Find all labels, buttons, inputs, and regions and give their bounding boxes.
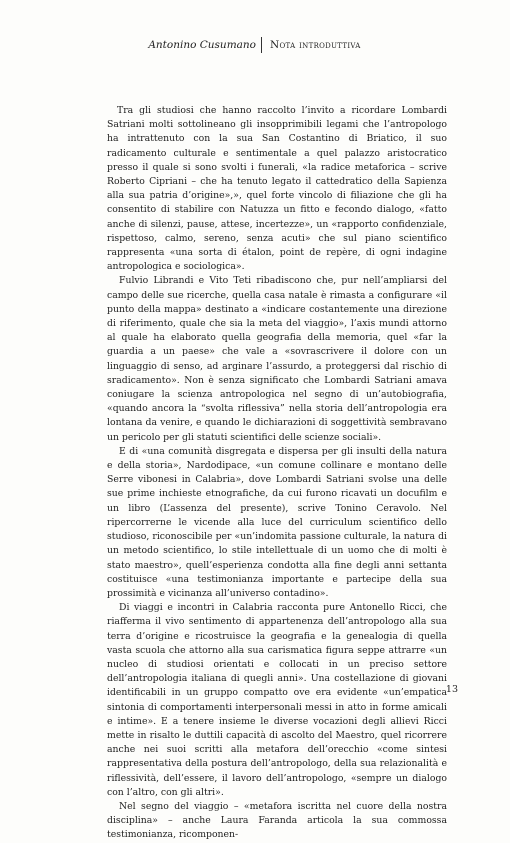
running-header <box>0 37 510 53</box>
body-text <box>107 104 447 843</box>
running-header-section: Nota introduttiva <box>270 39 361 51</box>
paragraph: E di «una comunità disgregata e dispersa per gli insulti della natura e della storia», Nardodipace, «un comune collinare e montano delle Serre vibonesi in Calabria», dove Lombardi Satriani svolse una delle sue prime inchieste etnografiche, da cui furono ricavati un docufilm e un libro (L’assenza del presente), scrive Tonino Ceravolo. Nel ripercorrerne le vicende alla luce del curriculum scientifico dello studioso, riconoscibile per «un’indomita passione culturale, la natura di un metodo scientifico, lo stile intellettuale di un uomo che di molti è stato maestro», quell’esperienza condotta alla fine degli anni settanta costituisce «una testimonianza importante e partecipe della sua prossimità e vicinanza all’universo contadino». <box>107 445 447 599</box>
paragraph: Nel segno del viaggio – «metafora iscritta nel cuore della nostra disciplina» – anche Laura Faranda articola la sua commossa testimonianza, ricomponen- <box>107 800 447 841</box>
paragraph: Fulvio Librandi e Vito Teti ribadiscono che, pur nell’ampliarsi del campo delle sue ricerche, quella casa natale è rimasta a configurare «il punto della mappa» destinato a «indicare costantemente una direzione di riferimento, quale che sia la meta del viaggio», l’axis mundi attorno al quale ha elaborato quella geografia della memoria, quel «far la guardia a un paese» che vale a «sovrascrivere il dolore con un linguaggio di senso, ad arginare l’assurdo, a proteggersi dal rischio di sradicamento». Non è senza significato che Lombardi Satriani amava coniugare la scienza antropologica nel segno di un’autobiografia, «quando ancora la “svolta riflessiva” nella storia dell’antropologia era lontana da venire, e quando le dichiarazioni di soggettività sembravano un pericolo per gli statuti scientifici delle scienze sociali». <box>107 275 447 443</box>
header-separator <box>261 37 262 53</box>
paragraph: Di viaggi e incontri in Calabria racconta pure Antonello Ricci, che riafferma il vivo sentimento di appartenenza dell’antropologo alla sua terra d’origine e ricostruisce la geografia e la genealogia di quella vasta scuola che attorno alla sua carismatica figura seppe attrarre «un nucleo di studiosi orientati e collocati in un preciso settore dell’antropologia italiana di quegli anni». Una costellazione di giovani identificabili in un gruppo compatto ove era evidente «un’empatica sintonia di comportamenti interpersonali messi in atto in forme amicali e intime». E a tenere insieme le diverse vocazioni degli allievi Ricci mette in risalto le duttili capacità di ascolto del Maestro, quel ricorrere anche nei suoi scritti alla metafora dell’orecchio «come sintesi rappresentativa della postura dell’antropologo, della sua relazionalità e riflessività, dell’essere, il lavoro dell’antropologo, «sempre un dialogo con l’altro, con gli altri». <box>107 602 447 798</box>
page-number: 13 <box>445 684 458 695</box>
running-header-author: Antonino Cusumano <box>148 39 256 51</box>
paragraph: Tra gli studiosi che hanno raccolto l’invito a ricordare Lombardi Satriani molti sottolineano gli insopprimibili legami che l’antropologo ha intrattenuto con la sua San Costantino di Briatico, il suo radicamento culturale e sentimentale a quel palazzo aristocratico presso il quale si sono svolti i funerali, «la radice metaforica – scrive Roberto Cipriani – che ha tenuto legato il cattedratico della Sapienza alla sua patria d’origine»,», quel forte vincolo di filiazione che gli ha consentito di stabilire con Natuzza un fitto e fecondo dialogo, «fatto anche di silenzi, pause, attese, incertezze», un «rapporto confidenziale, rispettoso, calmo, sereno, senza acuti» che sul piano scientifico rappresenta «una sorta di étalon, point de repère, di ogni indagine antropologica e sociologica». <box>107 105 447 273</box>
